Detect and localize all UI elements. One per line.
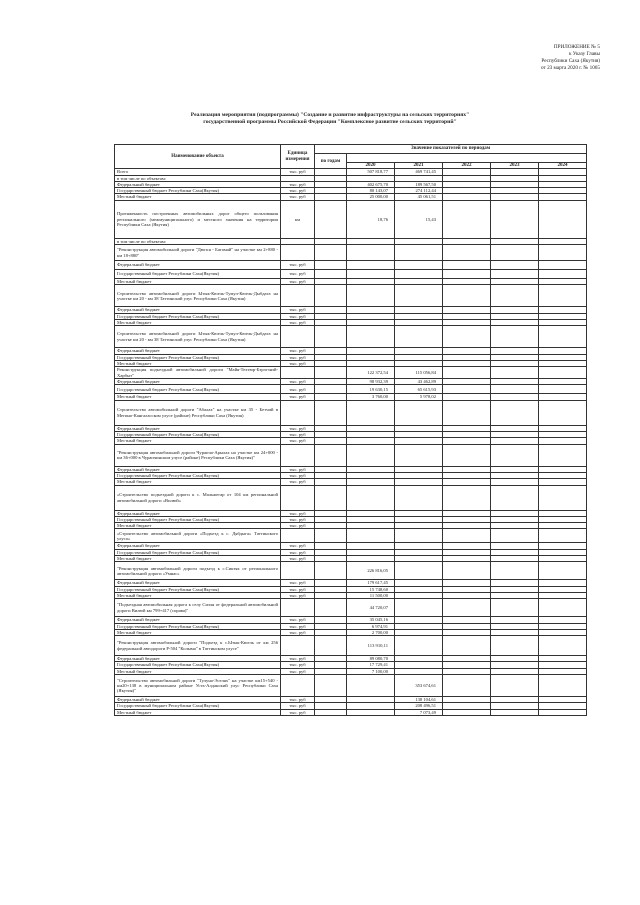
cell-value (395, 444, 443, 466)
cell-value (539, 599, 587, 617)
cell-unit: км (281, 200, 315, 238)
cell-value (347, 326, 395, 348)
cell-unit: тыс. руб (281, 307, 315, 313)
cell-name: Государственный бюджет Республики Саха(Якутия) (115, 516, 281, 522)
cell-value (539, 326, 587, 348)
header-name: Наименование объекта (115, 145, 281, 169)
cell-value: 353 674,61 (395, 674, 443, 696)
cell-value (491, 529, 539, 543)
cell-unit: тыс. руб (281, 516, 315, 522)
cell-value (539, 674, 587, 696)
cell-value (539, 529, 587, 543)
cell-name: Протяженность построенных автомобильных дорог общего пользования регионального (межмуниципального) и местного значения на территории Республики Саха (Якутия) (115, 200, 281, 238)
cell-value (347, 261, 395, 270)
cell-value (395, 485, 443, 510)
cell-name: Реконструкция подъездной автомобильной дороги "Майя-Техтюр-Бэрэгэнэй-Харбыт" (115, 367, 281, 379)
cell-value: 15 748,60 (347, 586, 395, 592)
document-title (160, 112, 500, 126)
cell-name: в том числе по объектам: (115, 238, 281, 244)
cell-unit (281, 367, 315, 379)
cell-unit: тыс. руб (281, 472, 315, 478)
cell-value: 35 045,16 (347, 617, 395, 623)
cell-total (315, 529, 347, 543)
cell-name: "Реконструкция автомобильной дороги "Дюпся - Батамай" на участке км 2+880 - км 18+880" (115, 245, 281, 261)
cell-name: «Строительство подъездной дороги к с. Мальжегар от 104 км региональной автомобильной дороги «Вилюй» (115, 485, 281, 510)
cell-name: Федеральный бюджет (115, 510, 281, 516)
cell-unit: тыс. руб (281, 354, 315, 360)
cell-value (443, 200, 491, 238)
cell-value (395, 636, 443, 656)
cell-name: Федеральный бюджет (115, 425, 281, 431)
cell-name: "Реконструкция автомобильной дороги Чурапча-Арылах на участке км 24+000 - км 36+000 в Чурапчинском улусе (районе) Республики Саха (Якутия)" (115, 444, 281, 466)
cell-value: 226 816,05 (347, 562, 395, 580)
cell-name: Строительство автомобильной дороги "Абалах" на участке км 35 - Бетчий в Мегино-Кангаласском улусе (районе) Республики Саха (Якутия) (115, 400, 281, 425)
cell-name: Местный бюджет (115, 556, 281, 562)
table-row (115, 709, 587, 715)
header-year: 2021 (395, 163, 443, 169)
cell-value (443, 326, 491, 348)
cell-unit: тыс. руб (281, 313, 315, 319)
cell-unit: тыс. руб (281, 696, 315, 702)
cell-name: Федеральный бюджет (115, 466, 281, 472)
cell-value (395, 285, 443, 307)
cell-value (491, 562, 539, 580)
cell-unit: тыс. руб (281, 261, 315, 270)
title-line: государственной программы Российской Федерации "Комплексное развитие сельских территорий" (203, 119, 457, 125)
table-row (115, 636, 587, 656)
cell-value (443, 444, 491, 466)
cell-value (539, 485, 587, 510)
cell-unit (281, 636, 315, 656)
cell-total (315, 400, 347, 425)
header-year: 2023 (491, 163, 539, 169)
cell-name: Федеральный бюджет (115, 656, 281, 662)
cell-unit: тыс. руб (281, 360, 315, 366)
cell-value (539, 261, 587, 270)
cell-name: Государственный бюджет Республики Саха(Якутия) (115, 662, 281, 668)
cell-total (315, 245, 347, 261)
cell-name: Местный бюджет (115, 319, 281, 325)
cell-total (315, 636, 347, 656)
cell-name: Государственный бюджет Республики Саха(Якутия) (115, 623, 281, 629)
cell-value: 274 112,44 (395, 188, 443, 194)
cell-name: Федеральный бюджет (115, 580, 281, 586)
cell-value: 179 617,45 (347, 580, 395, 586)
cell-value: 80 143,07 (347, 188, 395, 194)
cell-name: Федеральный бюджет (115, 261, 281, 270)
cell-value: 122 372,54 (347, 367, 395, 379)
cell-name: Местный бюджет (115, 279, 281, 285)
cell-value (491, 444, 539, 466)
cell-name: «Строительство автомобильной дороги «Подъезд к с. Дябдыга» Таттинского улуса» (115, 529, 281, 543)
cell-value (491, 674, 539, 696)
cell-value: 43 462,89 (395, 379, 443, 385)
cell-unit: тыс. руб (281, 279, 315, 285)
cell-value: 65 615,93 (395, 385, 443, 394)
header-unit: Единица измерения (281, 145, 315, 169)
cell-name: Федеральный бюджет (115, 543, 281, 549)
cell-value (491, 385, 539, 394)
appendix-line: Республики Саха (Якутия) (541, 58, 600, 64)
cell-value: 189 567,50 (395, 181, 443, 187)
table-row (115, 599, 587, 617)
cell-name: Строительство автомобильной дороги Ытык-Кюель-Тумул-Кюель-Дыбдага на участке км 20 - км 38 Таттинский улус Республики Саха (Якутия) (115, 326, 281, 348)
cell-value: 3 760,00 (347, 394, 395, 400)
cell-unit: тыс. руб (281, 270, 315, 279)
cell-name: Строительство автомобильной дороги Ытык-Кюель-Тумул-Кюель-Дыбдага на участке км 20 - км 38 Таттинский улус Республики Саха (Якутия) (115, 285, 281, 307)
cell-unit: тыс. руб (281, 556, 315, 562)
cell-value (347, 245, 395, 261)
cell-unit: тыс. руб (281, 348, 315, 354)
cell-value (491, 326, 539, 348)
cell-unit: тыс. руб (281, 385, 315, 394)
cell-value: 15,43 (395, 200, 443, 238)
cell-name: Местный бюджет (115, 360, 281, 366)
cell-total (315, 285, 347, 307)
cell-value: 208 496,51 (395, 703, 443, 709)
cell-value (539, 709, 587, 715)
cell-value (443, 367, 491, 379)
table-row (115, 400, 587, 425)
cell-unit: тыс. руб (281, 181, 315, 187)
cell-name: Местный бюджет (115, 668, 281, 674)
cell-name: Местный бюджет (115, 592, 281, 598)
cell-value: 98 932,39 (347, 379, 395, 385)
cell-value (395, 529, 443, 543)
cell-unit: тыс. руб (281, 188, 315, 194)
cell-unit: тыс. руб (281, 425, 315, 431)
cell-unit: тыс. руб (281, 580, 315, 586)
cell-value (443, 245, 491, 261)
cell-total (315, 200, 347, 238)
cell-value: 7 073,49 (395, 709, 443, 715)
cell-unit: тыс. руб (281, 510, 315, 516)
table-row (115, 367, 587, 379)
cell-value: 89 080,70 (347, 656, 395, 662)
header-year: 2022 (443, 163, 491, 169)
title-line: Реализация мероприятия (подпрограммы) "Создание и развитие инфраструктуры на сельских территориях" (190, 112, 470, 118)
cell-value (491, 599, 539, 617)
cell-value (491, 636, 539, 656)
cell-value: 138 104,61 (395, 696, 443, 702)
cell-value (347, 270, 395, 279)
table-row (115, 529, 587, 543)
table-row (115, 485, 587, 510)
cell-value (539, 400, 587, 425)
table-row (115, 261, 587, 270)
appendix-line: к Указу Главы (568, 51, 600, 57)
cell-unit: тыс. руб (281, 432, 315, 438)
cell-total (315, 385, 347, 394)
cell-value (443, 285, 491, 307)
cell-value (443, 529, 491, 543)
cell-value (539, 562, 587, 580)
cell-value: 25 000,00 (347, 194, 395, 200)
cell-unit (281, 245, 315, 261)
cell-value: 17 729,41 (347, 662, 395, 668)
cell-total (315, 270, 347, 279)
cell-value: 402 675,70 (347, 181, 395, 187)
cell-name: Федеральный бюджет (115, 379, 281, 385)
cell-value (347, 400, 395, 425)
cell-unit: тыс. руб (281, 586, 315, 592)
appendix-line: от 23 марта 2020 г. № 1065 (540, 65, 600, 71)
cell-unit (281, 674, 315, 696)
cell-unit: тыс. руб (281, 194, 315, 200)
table-body (115, 169, 587, 716)
cell-name: Государственный бюджет Республики Саха(Якутия) (115, 188, 281, 194)
cell-unit: тыс. руб (281, 466, 315, 472)
cell-unit (281, 400, 315, 425)
cell-value (347, 485, 395, 510)
cell-value (443, 400, 491, 425)
cell-value (539, 200, 587, 238)
cell-name: Федеральный бюджет (115, 181, 281, 187)
cell-value: 19 630,15 (347, 385, 395, 394)
cell-value (539, 270, 587, 279)
cell-value (491, 400, 539, 425)
cell-value (491, 200, 539, 238)
cell-name: Федеральный бюджет (115, 348, 281, 354)
cell-unit: тыс. руб (281, 629, 315, 635)
cell-value (443, 385, 491, 394)
cell-value (491, 270, 539, 279)
cell-name: Государственный бюджет Республики Саха(Якутия) (115, 385, 281, 394)
cell-value (395, 400, 443, 425)
cell-name: в том числе по объектам: (115, 175, 281, 181)
cell-unit: тыс. руб (281, 394, 315, 400)
cell-name: Местный бюджет (115, 438, 281, 444)
cell-value (347, 444, 395, 466)
cell-name: Государственный бюджет Республики Саха(Якутия) (115, 270, 281, 279)
cell-unit: тыс. руб (281, 703, 315, 709)
cell-value: 6 974,91 (347, 623, 395, 629)
cell-total (315, 599, 347, 617)
cell-value: 5 978,02 (395, 394, 443, 400)
cell-name: Государственный бюджет Республики Саха(Якутия) (115, 432, 281, 438)
header-total: по годам (315, 154, 347, 169)
cell-value (443, 562, 491, 580)
cell-value (443, 485, 491, 510)
cell-name: Государственный бюджет Республики Саха(Якутия) (115, 549, 281, 555)
cell-value: 115 056,84 (395, 367, 443, 379)
cell-value (395, 562, 443, 580)
table-row (115, 270, 587, 279)
table-row (115, 385, 587, 394)
appendix-block (440, 44, 600, 72)
cell-name: Местный бюджет (115, 394, 281, 400)
table-row (115, 562, 587, 580)
cell-unit: тыс. руб (281, 379, 315, 385)
cell-name: Местный бюджет (115, 523, 281, 529)
cell-value (443, 674, 491, 696)
cell-value: 469 741,45 (395, 169, 443, 175)
appendix-line: ПРИЛОЖЕНИЕ № 5 (553, 44, 600, 50)
cell-name: Государственный бюджет Республики Саха(Якутия) (115, 586, 281, 592)
cell-unit (281, 285, 315, 307)
cell-value (443, 261, 491, 270)
cell-unit: тыс. руб (281, 623, 315, 629)
cell-value (491, 485, 539, 510)
cell-unit: тыс. руб (281, 479, 315, 485)
cell-value (347, 674, 395, 696)
cell-name: Государственный бюджет Республики Саха(Якутия) (115, 703, 281, 709)
cell-name: Местный бюджет (115, 479, 281, 485)
table-row (115, 245, 587, 261)
cell-value (395, 599, 443, 617)
cell-value (539, 367, 587, 379)
cell-value (443, 599, 491, 617)
cell-value: 2 700,00 (347, 629, 395, 635)
cell-total (315, 674, 347, 696)
cell-value (491, 261, 539, 270)
header-year: 2020 (347, 163, 395, 169)
cell-total (315, 444, 347, 466)
cell-unit: тыс. руб (281, 438, 315, 444)
header-years-spacer (347, 154, 587, 163)
cell-value (491, 245, 539, 261)
cell-value (491, 285, 539, 307)
cell-unit: тыс. руб (281, 169, 315, 175)
cell-name: Местный бюджет (115, 629, 281, 635)
cell-unit: тыс. руб (281, 543, 315, 549)
cell-value (395, 245, 443, 261)
cell-unit (281, 529, 315, 543)
cell-value (539, 285, 587, 307)
cell-unit: тыс. руб (281, 656, 315, 662)
cell-value: 7 100,00 (347, 668, 395, 674)
cell-unit: тыс. руб (281, 668, 315, 674)
cell-value (395, 326, 443, 348)
cell-value (443, 636, 491, 656)
header-periods: Значение показателей по периодам (315, 145, 587, 154)
cell-value: 45 061,51 (395, 194, 443, 200)
cell-unit: тыс. руб (281, 592, 315, 598)
header-year: 2024 (539, 163, 587, 169)
cell-unit (281, 599, 315, 617)
cell-name: Федеральный бюджет (115, 696, 281, 702)
cell-name: Местный бюджет (115, 194, 281, 200)
cell-value: 44 720,07 (347, 599, 395, 617)
cell-value (443, 270, 491, 279)
cell-value (539, 444, 587, 466)
cell-value: 507 818,77 (347, 169, 395, 175)
cell-value (395, 270, 443, 279)
cell-name: Государственный бюджет Республики Саха(Якутия) (115, 313, 281, 319)
cell-value: 113 910,11 (347, 636, 395, 656)
cell-total (315, 261, 347, 270)
table-row (115, 200, 587, 238)
cell-value (539, 245, 587, 261)
cell-value (539, 636, 587, 656)
cell-name: Государственный бюджет Республики Саха(Якутия) (115, 472, 281, 478)
cell-value (491, 709, 539, 715)
cell-unit (281, 326, 315, 348)
cell-name: Всего (115, 169, 281, 175)
cell-value (395, 261, 443, 270)
table-row (115, 674, 587, 696)
cell-value (539, 385, 587, 394)
cell-value: 11 500,00 (347, 592, 395, 598)
cell-total (315, 367, 347, 379)
table-row (115, 326, 587, 348)
cell-unit: тыс. руб (281, 617, 315, 623)
table-row (115, 285, 587, 307)
cell-name: Местный бюджет (115, 709, 281, 715)
cell-value (347, 709, 395, 715)
cell-value (491, 367, 539, 379)
cell-name: "Строительство автомобильной дороги "Тулуна-Эселях" на участке км15+540 - км20+138 в муниципальном районе Усть-Алданский улус Республики Саха (Якутия)" (115, 674, 281, 696)
cell-unit: тыс. руб (281, 662, 315, 668)
cell-unit (281, 562, 315, 580)
cell-value (347, 529, 395, 543)
cell-value (443, 709, 491, 715)
cell-name: Федеральный бюджет (115, 307, 281, 313)
cell-unit: тыс. руб (281, 319, 315, 325)
cell-total (315, 485, 347, 510)
cell-unit: тыс. руб (281, 523, 315, 529)
cell-total (315, 326, 347, 348)
cell-unit (281, 485, 315, 510)
cell-total (315, 709, 347, 715)
cell-unit: тыс. руб (281, 549, 315, 555)
indicators-table (114, 144, 587, 716)
cell-name: "Реконструкция автомобильной дороги подъезд к с.Сиктях от регионального автомобильной дороги «Умнас» (115, 562, 281, 580)
cell-name: "Реконструкция автомобильной дороги "Подъезд к с.Ытык-Кюель от км 256 федеральной автодороги Р-504 "Колыма" в Таттинском улусе" (115, 636, 281, 656)
cell-unit: тыс. руб (281, 709, 315, 715)
cell-name: Федеральный бюджет (115, 617, 281, 623)
cell-total (315, 562, 347, 580)
table-row (115, 444, 587, 466)
cell-unit (281, 444, 315, 466)
cell-value (347, 285, 395, 307)
cell-name: Государственный бюджет Республики Саха(Якутия) (115, 354, 281, 360)
cell-name: "Подъездная автомобильная дорога к селу Сиэля от федеральной автомобильной дороги Вилюй км 799+417 (справа)" (115, 599, 281, 617)
cell-value: 18,76 (347, 200, 395, 238)
